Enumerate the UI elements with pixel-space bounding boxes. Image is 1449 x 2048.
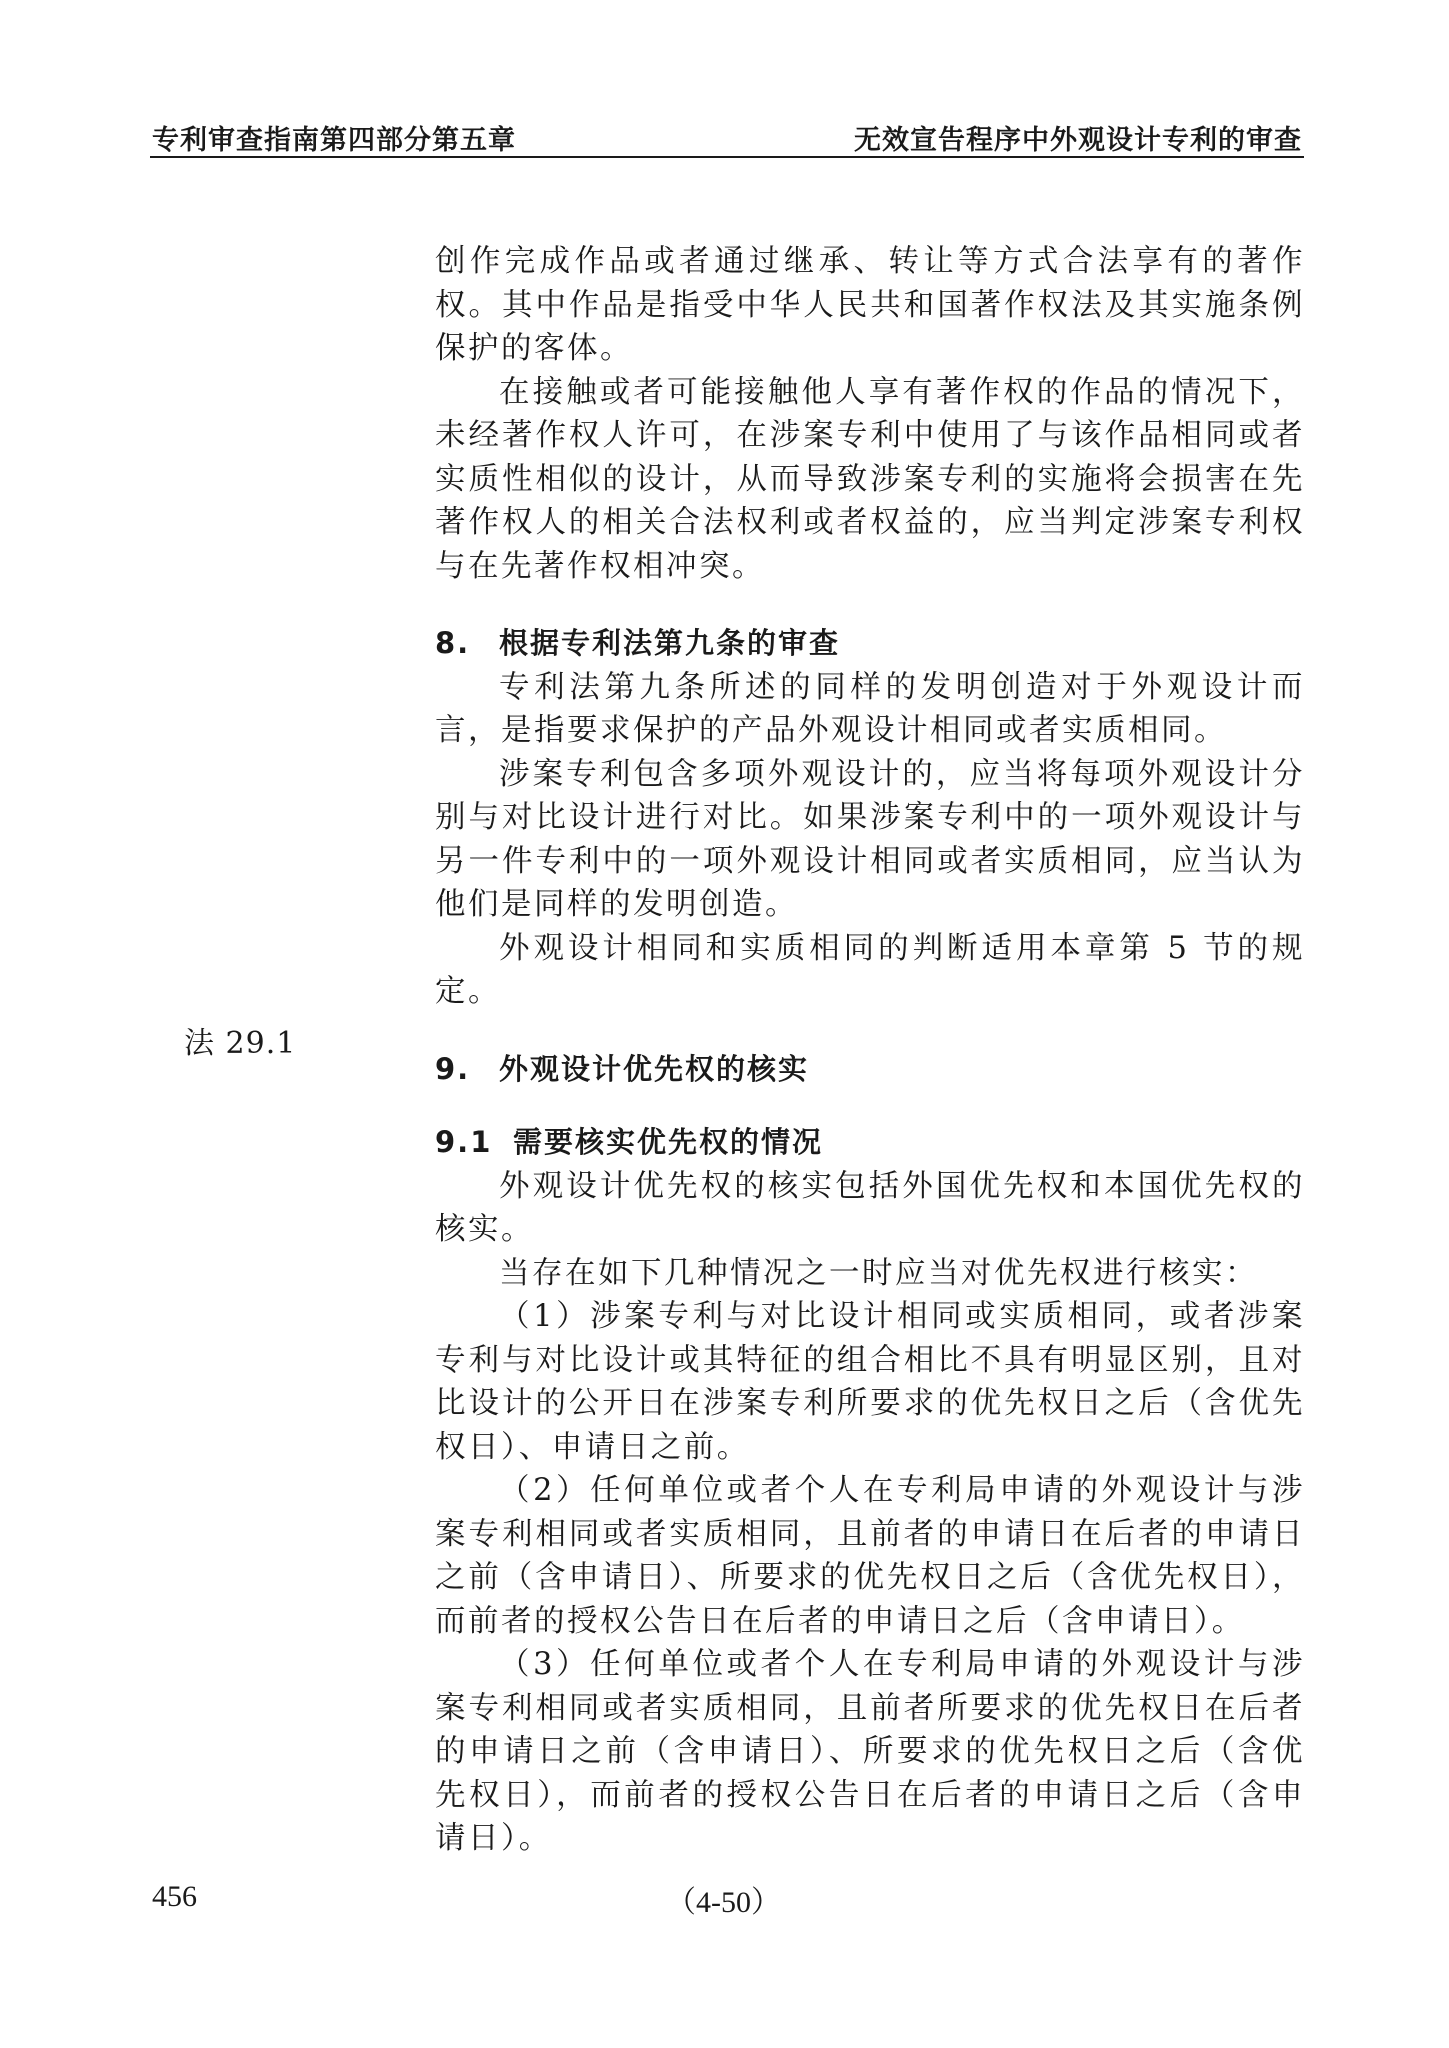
- list-item-3: （3）任何单位或者个人在专利局申请的外观设计与涉案专利相同或者实质相同，且前者所要求的优先权日在后者的申请日之前（含申请日）、所要求的优先权日之后（含优先权日），而前者的授权公告日在后者的申请日之后（含申请日）。: [435, 1647, 1305, 1856]
- section-9-number: 9.: [435, 1051, 471, 1086]
- list-item-1: （1）涉案专利与对比设计相同或实质相同，或者涉案专利与对比设计或其特征的组合相比不具有明显区别，且对比设计的公开日在涉案专利所要求的优先权日之后（含优先权日）、申请日之前。: [435, 1299, 1305, 1465]
- section-9-1-heading: [435, 1121, 1305, 1165]
- main-text: [435, 240, 1305, 1861]
- section-8-title: 根据专利法第九条的审查: [499, 626, 841, 660]
- section-page-number: （4-50）: [666, 1886, 781, 1919]
- page-number: 456: [152, 1880, 197, 1913]
- section-9-1-paragraph-1: 外观设计优先权的核实包括外国优先权和本国优先权的核实。: [435, 1168, 1305, 1247]
- section-8-heading: [435, 622, 1305, 666]
- section-8-paragraph-2: 涉案专利包含多项外观设计的，应当将每项外观设计分别与对比设计进行对比。如果涉案专利中的一项外观设计与另一件专利中的一项外观设计相同或者实质相同，应当认为他们是同样的发明创造。: [435, 756, 1305, 922]
- running-header: [152, 118, 1302, 158]
- margin-law-reference: 法 29.1: [184, 1026, 297, 1061]
- section-8-number: 8.: [435, 626, 471, 660]
- section-9-title: 外观设计优先权的核实: [499, 1051, 810, 1086]
- section-8-paragraph-1: 专利法第九条所述的同样的发明创造对于外观设计而言，是指要求保护的产品外观设计相同或者实质相同。: [435, 669, 1305, 748]
- header-section-title: 无效宣告程序中外观设计专利的审查: [854, 125, 1302, 156]
- section-9-1-paragraph-2: 当存在如下几种情况之一时应当对优先权进行核实：: [499, 1255, 1258, 1291]
- section-9-1-title: 需要核实优先权的情况: [513, 1125, 824, 1159]
- section-9-1-number: 9.1: [435, 1125, 493, 1159]
- header-chapter-title: 专利审查指南第四部分第五章: [152, 125, 516, 156]
- paragraph-continued: 创作完成作品或者通过继承、转让等方式合法享有的著作权。其中作品是指受中华人民共和国著作权法及其实施条例保护的客体。: [435, 244, 1305, 366]
- header-divider: [150, 156, 1304, 158]
- paragraph-copyright-conflict: 在接触或者可能接触他人享有著作权的作品的情况下，未经著作权人许可，在涉案专利中使用了与该作品相同或者实质性相似的设计，从而导致涉案专利的实施将会损害在先著作权人的相关合法权利或者权益的，应当判定涉案专利权与在先著作权相冲突。: [435, 374, 1305, 584]
- section-9-heading: [435, 1048, 1305, 1092]
- list-item-2: （2）任何单位或者个人在专利局申请的外观设计与涉案专利相同或者实质相同，且前者的申请日在后者的申请日之前（含申请日）、所要求的优先权日之后（含优先权日），而前者的授权公告日在后者的申请日之后（含申请日）。: [435, 1473, 1305, 1639]
- section-8-paragraph-3: 外观设计相同和实质相同的判断适用本章第 5 节的规定。: [435, 930, 1305, 1009]
